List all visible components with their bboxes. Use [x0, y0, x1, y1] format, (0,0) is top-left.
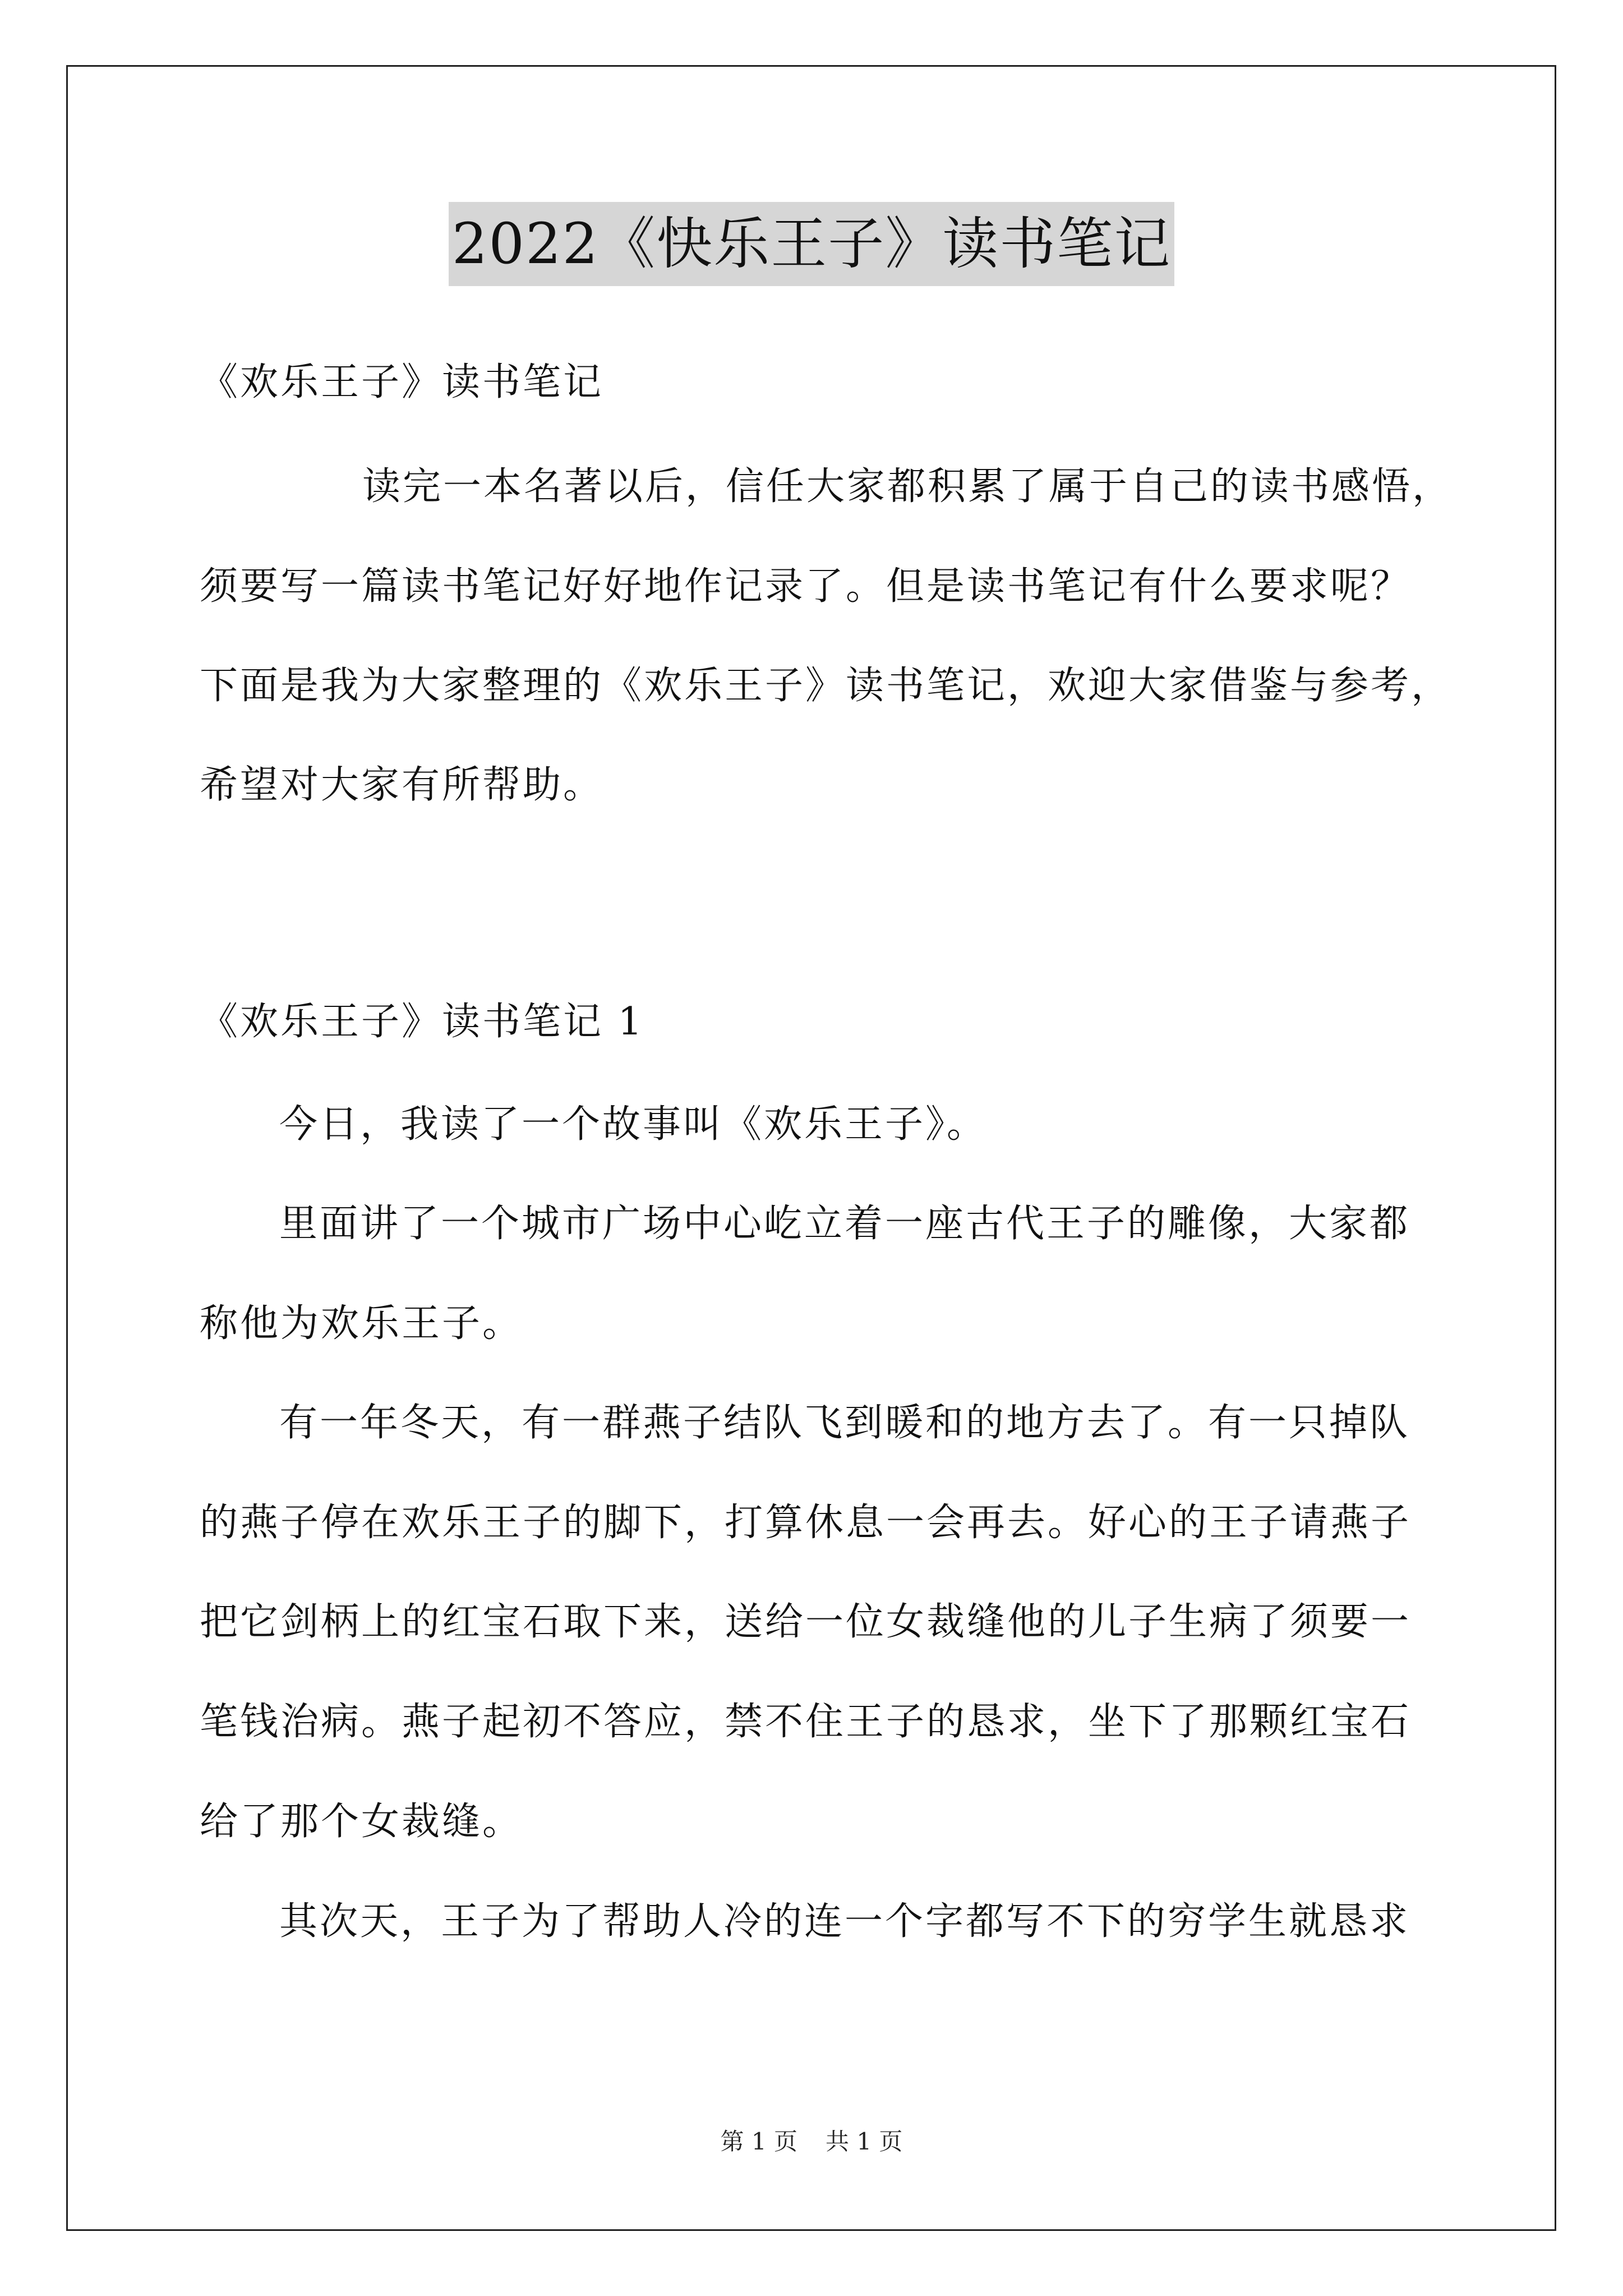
- paragraph-line: 把它剑柄上的红宝石取下来，送给一位女裁缝他的儿子生病了须要一: [200, 1600, 1412, 1644]
- paragraph-line: 里面讲了一个城市广场中心屹立着一座古代王子的雕像，大家都: [279, 1202, 1410, 1246]
- paragraph-line: 给了那个女裁缝。: [200, 1800, 523, 1844]
- document-title: 2022《快乐王子》读书笔记: [449, 202, 1175, 286]
- title-container: [0, 202, 1623, 286]
- paragraph-line: 今日，我读了一个故事叫《欢乐王子》。: [279, 1102, 988, 1147]
- paragraph-line: 其次天，王子为了帮助人冷的连一个字都写不下的穷学生就恳求: [279, 1899, 1410, 1944]
- page-number-current: 第 1 页: [720, 2128, 797, 2155]
- paragraph-line: 称他为欢乐王子。: [200, 1301, 523, 1346]
- paragraph-line: 下面是我为大家整理的《欢乐王子》读书笔记，欢迎大家借鉴与参考，: [200, 664, 1452, 708]
- section-heading-1: 《欢乐王子》读书笔记 1: [200, 1000, 644, 1044]
- paragraph-line: 须要写一篇读书笔记好好地作记录了。但是读书笔记有什么要求呢？: [200, 564, 1412, 609]
- paragraph-line: 读完一本名著以后，信任大家都积累了属于自己的读书感悟，: [362, 464, 1453, 509]
- paragraph-line: 的燕子停在欢乐王子的脚下，打算休息一会再去。好心的王子请燕子: [200, 1501, 1412, 1545]
- page-number-total: 共 1 页: [826, 2128, 903, 2155]
- page-footer: [0, 2125, 1623, 2159]
- section-heading-intro: 《欢乐王子》读书笔记: [200, 360, 604, 404]
- paragraph-line: 笔钱治病。燕子起初不答应，禁不住王子的恳求，坐下了那颗红宝石: [200, 1700, 1412, 1744]
- paragraph-line: 有一年冬天，有一群燕子结队飞到暖和的地方去了。有一只掉队: [279, 1401, 1410, 1445]
- paragraph-line: 希望对大家有所帮助。: [200, 763, 604, 807]
